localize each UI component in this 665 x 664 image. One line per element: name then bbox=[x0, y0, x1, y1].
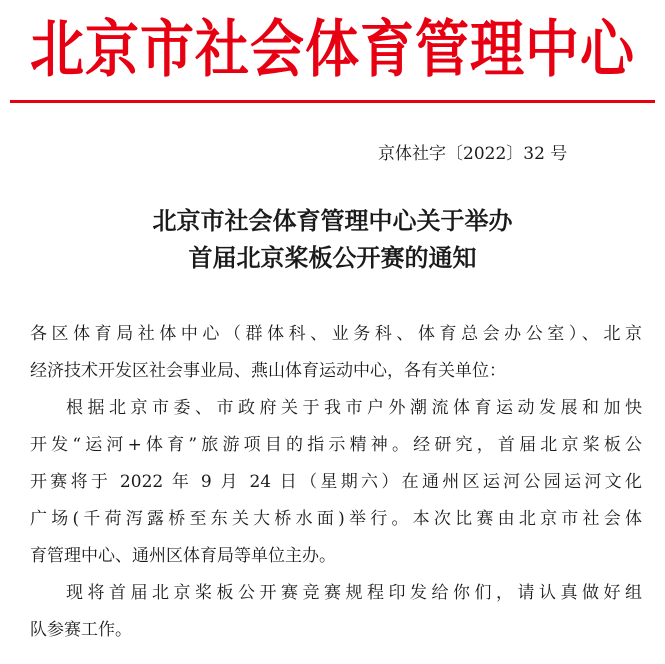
paragraph-line: 开赛将于 2022 年 9 月 24 日（星期六）在通州区运河公园运河文化 bbox=[30, 472, 642, 492]
paragraph-line: 广场(千荷泻露桥至东关大桥水面)举行。本次比赛由北京市社会体 bbox=[30, 509, 642, 529]
letterhead-red-rule bbox=[10, 100, 655, 103]
paragraph-line: 育管理中心、通州区体育局等单位主办。 bbox=[30, 546, 336, 566]
letterhead-title: 北京市社会体育管理中心 bbox=[30, 13, 635, 86]
paragraph-line: 根据北京市委、市政府关于我市户外潮流体育运动发展和加快 bbox=[66, 398, 642, 418]
document-title bbox=[0, 202, 665, 276]
recipient-line: 各区体育局社体中心（群体科、业务科、体育总会办公室）、北京 bbox=[30, 324, 642, 344]
document-body bbox=[30, 316, 642, 649]
paragraph-line: 队参赛工作。 bbox=[30, 620, 132, 640]
paragraph-line: 开发“运河+体育”旅游项目的指示精神。经研究，首届北京桨板公 bbox=[30, 435, 642, 455]
paragraph-line: 现将首届北京桨板公开赛竞赛规程印发给你们，请认真做好组 bbox=[66, 583, 642, 603]
document-title-line-2: 首届北京桨板公开赛的通知 bbox=[188, 243, 477, 272]
document-number: 京体社字〔2022〕32 号 bbox=[378, 144, 568, 164]
recipient-line: 经济技术开发区社会事业局、燕山体育运动中心，各有关单位： bbox=[30, 361, 506, 381]
paragraph-2 bbox=[30, 575, 642, 649]
paragraph-1 bbox=[30, 390, 642, 575]
document-title-line-1: 北京市社会体育管理中心关于举办 bbox=[152, 206, 513, 235]
recipient-block bbox=[30, 316, 642, 390]
